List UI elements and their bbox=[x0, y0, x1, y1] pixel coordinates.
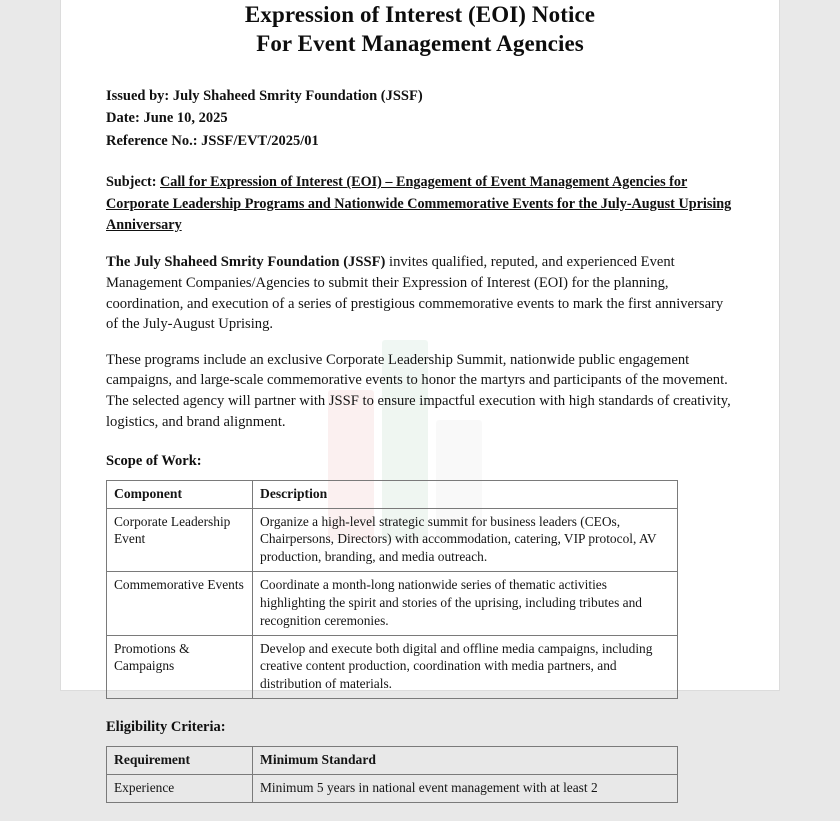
subject-block bbox=[106, 172, 734, 236]
document-title-line-1: Expression of Interest (EOI) Notice bbox=[244, 2, 596, 27]
table-row bbox=[107, 635, 678, 698]
intro-paragraph-1 bbox=[106, 252, 734, 335]
date-line: Date: June 10, 2025 bbox=[106, 110, 228, 127]
column-header-description: Description bbox=[253, 480, 678, 508]
page-title bbox=[106, 0, 734, 59]
cell-description: Develop and execute both digital and offline media campaigns, including creative content production, coordination with media partners, and distribution of materials. bbox=[253, 635, 678, 698]
subject-text: Call for Expression of Interest (EOI) – Engagement of Event Management Agencies for Corporate Leadership Programs and Nationwide Commemorative Events for the July-August Uprising Anniversary bbox=[106, 174, 732, 233]
document-title-line-2: For Event Management Agencies bbox=[256, 31, 584, 57]
table-row bbox=[107, 508, 678, 571]
eligibility-criteria-table bbox=[106, 746, 678, 803]
eligibility-criteria-heading: Eligibility Criteria: bbox=[106, 719, 226, 736]
column-header-requirement: Requirement bbox=[107, 747, 253, 775]
subject-label: Subject: bbox=[106, 174, 160, 191]
intro-paragraph-2: These programs include an exclusive Corporate Leadership Summit, nationwide public engagement campaigns, and large-scale commemorative events to honor the martyrs and participants of the movement. The selected agency will partner with JSSF to ensure impactful execution with high standards of creativity, logistics, and brand alignment. bbox=[106, 351, 731, 430]
cell-description: Organize a high-level strategic summit for business leaders (CEOs, Chairpersons, Directors) with accommodation, catering, VIP protocol, AV production, branding, and media outreach. bbox=[253, 508, 678, 571]
column-header-component: Component bbox=[107, 480, 253, 508]
column-header-minimum-standard: Minimum Standard bbox=[253, 747, 678, 775]
document-meta bbox=[106, 85, 734, 152]
cell-description: Coordinate a month-long nationwide series of thematic activities highlighting the spirit and stories of the uprising, including tributes and recognition ceremonies. bbox=[253, 572, 678, 635]
table-row bbox=[107, 775, 678, 803]
issued-by-line: Issued by: July Shaheed Smrity Foundation (JSSF) bbox=[106, 87, 423, 104]
table-header-row bbox=[107, 747, 678, 775]
cell-minimum-standard: Minimum 5 years in national event management with at least 2 bbox=[253, 775, 678, 803]
table-row bbox=[107, 572, 678, 635]
cell-component: Promotions & Campaigns bbox=[107, 635, 253, 698]
scope-of-work-table bbox=[106, 480, 678, 700]
intro-paragraph-1-rest: invites qualified, reputed, and experienced Event Management Companies/Agencies to submit their Expression of Interest (EOI) for the planning, coordination, and execution of a series of prestigious commemorative events to mark the first anniversary of the July-August Uprising. bbox=[106, 254, 724, 333]
cell-component: Commemorative Events bbox=[107, 572, 253, 635]
document-page bbox=[61, 0, 779, 796]
reference-line: Reference No.: JSSF/EVT/2025/01 bbox=[106, 132, 319, 149]
table-header-row bbox=[107, 480, 678, 508]
scope-of-work-heading: Scope of Work: bbox=[106, 452, 202, 469]
cell-component: Corporate Leadership Event bbox=[107, 508, 253, 571]
foundation-name: The July Shaheed Smrity Foundation (JSSF) bbox=[106, 254, 386, 271]
cell-requirement: Experience bbox=[107, 775, 253, 803]
page-bottom-cutoff bbox=[106, 803, 734, 821]
